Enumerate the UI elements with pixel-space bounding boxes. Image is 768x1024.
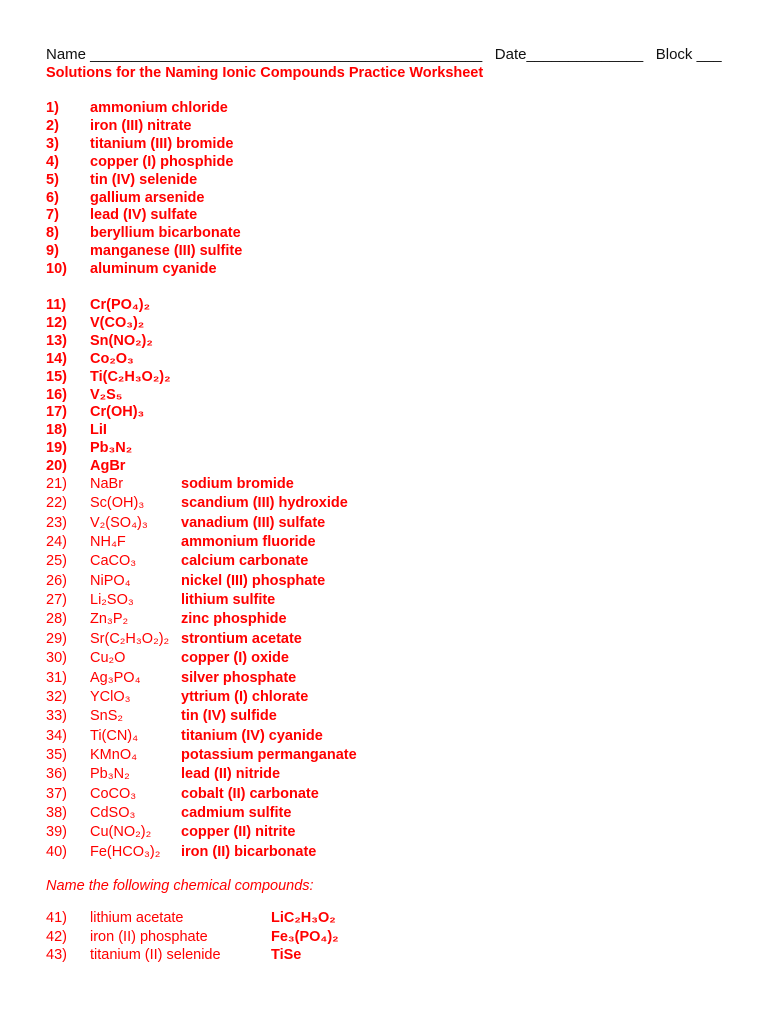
chemical-formula: CoCO₃ [90,785,137,802]
chemical-formula: Sc(OH)₃ [90,495,145,512]
chemical-formula: Ti(CN)₄ [90,727,139,744]
compound-name: scandium (III) hydroxide [181,495,348,512]
chemical-formula: Cu(NO₂)₂ [90,824,152,841]
chemical-formula: Sn(NO₂)₂ [90,332,153,349]
item-number: 39) [46,824,67,841]
item-number: 43) [46,947,67,963]
chemical-formula: Fe(HCO₃)₂ [90,843,161,860]
chemical-formula: Zn₃P₂ [90,611,129,628]
chemical-formula: Ag₃PO₄ [90,669,141,686]
chemical-formula: NaBr [90,476,124,492]
chemical-formula: V(CO₃)₂ [90,314,145,331]
item-number: 41) [46,910,67,926]
compound-name: zinc phosphide [181,611,287,628]
item-number: 30) [46,650,67,667]
compound-name: titanium (II) selenide [90,947,221,963]
worksheet-header: Name _______________________________________________ Date______________ Block ___ [46,46,722,63]
item-number: 38) [46,804,67,821]
item-number: 35) [46,746,67,763]
compound-name: calcium carbonate [181,553,309,570]
item-number: 34) [46,727,67,744]
item-number: 11) [46,297,67,313]
compound-name: potassium permanganate [181,746,357,763]
chemical-formula: V₂S₅ [90,386,123,403]
item-number: 8) [46,225,59,242]
compound-name: beryllium bicarbonate [90,225,241,242]
chemical-formula: Cu₂O [90,650,126,667]
chemical-formula: Li₂SO₃ [90,592,134,609]
compound-name: iron (II) phosphate [90,928,208,945]
chemical-formula: NH₄F [90,534,126,551]
compound-name: manganese (III) sulfite [90,243,243,260]
compound-name: nickel (III) phosphate [181,572,326,589]
compound-name: vanadium (III) sulfate [181,514,326,531]
compound-name: gallium arsenide [90,189,205,206]
item-number: 42) [46,928,67,945]
item-number: 26) [46,572,67,589]
item-number: 24) [46,534,67,551]
compound-name: titanium (IV) cyanide [181,727,323,744]
chemical-formula: KMnO₄ [90,746,138,763]
chemical-formula: TiSe [271,947,302,963]
compound-name: cadmium sulfite [181,804,292,821]
item-number: 12) [46,314,67,331]
compound-name: strontium acetate [181,630,302,647]
item-number: 9) [46,243,59,260]
item-number: 22) [46,495,67,512]
compound-name: iron (II) bicarbonate [181,843,317,860]
item-number: 21) [46,476,67,492]
item-number: 1) [46,100,59,116]
item-number: 20) [46,458,67,475]
item-number: 27) [46,592,67,609]
chemical-formula: Cr(PO₄)₂ [90,297,151,313]
item-number: 36) [46,766,67,783]
chemical-formula: Ti(C₂H₃O₂)₂ [90,368,171,385]
chemical-formula: Pb₃N₂ [90,766,130,783]
chemical-formula: AgBr [90,458,126,475]
item-number: 14) [46,350,67,367]
item-number: 40) [46,843,67,860]
chemical-formula: LiI [90,422,107,439]
item-number: 17) [46,404,67,421]
item-number: 10) [46,261,67,278]
compound-name: aluminum cyanide [90,261,217,278]
compound-name: lithium sulfite [181,592,276,609]
item-number: 18) [46,422,67,439]
chemical-formula: Fe₃(PO₄)₂ [271,928,339,945]
chemical-formula: Sr(C₂H₃O₂)₂ [90,630,170,647]
item-number: 33) [46,708,67,725]
compound-name: copper (II) nitrite [181,824,296,841]
section-instruction: Name the following chemical compounds: [46,878,314,894]
item-number: 28) [46,611,67,628]
compound-name: tin (IV) sulfide [181,708,277,725]
chemical-formula: NiPO₄ [90,572,131,589]
item-number: 4) [46,153,59,170]
chemical-formula: Pb₃N₂ [90,440,133,457]
compound-name: cobalt (II) carbonate [181,785,319,802]
compound-name: copper (I) oxide [181,650,289,667]
compound-name: ammonium fluoride [181,534,316,551]
compound-name: lead (II) nitride [181,766,281,783]
chemical-formula: Cr(OH)₃ [90,404,145,421]
compound-name: sodium bromide [181,476,294,492]
compound-name: tin (IV) selenide [90,171,198,188]
compound-name: iron (III) nitrate [90,117,192,134]
chemical-formula: YClO₃ [90,688,131,705]
item-number: 32) [46,688,67,705]
item-number: 19) [46,440,67,457]
compound-name: titanium (III) bromide [90,135,234,152]
compound-name: lithium acetate [90,910,184,926]
item-number: 6) [46,189,59,206]
chemical-formula: CaCO₃ [90,553,137,570]
chemical-formula: Co₂O₃ [90,350,134,367]
item-number: 29) [46,630,67,647]
item-number: 37) [46,785,67,802]
worksheet-title: Solutions for the Naming Ionic Compounds Practice Worksheet [46,65,484,81]
item-number: 2) [46,117,59,134]
item-number: 3) [46,135,59,152]
item-number: 7) [46,207,59,224]
item-number: 5) [46,171,59,188]
chemical-formula: LiC₂H₃O₂ [271,910,336,926]
item-number: 16) [46,386,67,403]
chemical-formula: V₂(SO₄)₃ [90,514,148,531]
compound-name: silver phosphate [181,669,297,686]
item-number: 25) [46,553,67,570]
compound-name: ammonium chloride [90,100,228,116]
item-number: 15) [46,368,67,385]
chemical-formula: CdSO₃ [90,804,136,821]
item-number: 13) [46,332,67,349]
compound-name: copper (I) phosphide [90,153,234,170]
compound-name: yttrium (I) chlorate [181,688,309,705]
compound-name: lead (IV) sulfate [90,207,198,224]
item-number: 23) [46,514,67,531]
chemical-formula: SnS₂ [90,708,124,725]
item-number: 31) [46,669,67,686]
